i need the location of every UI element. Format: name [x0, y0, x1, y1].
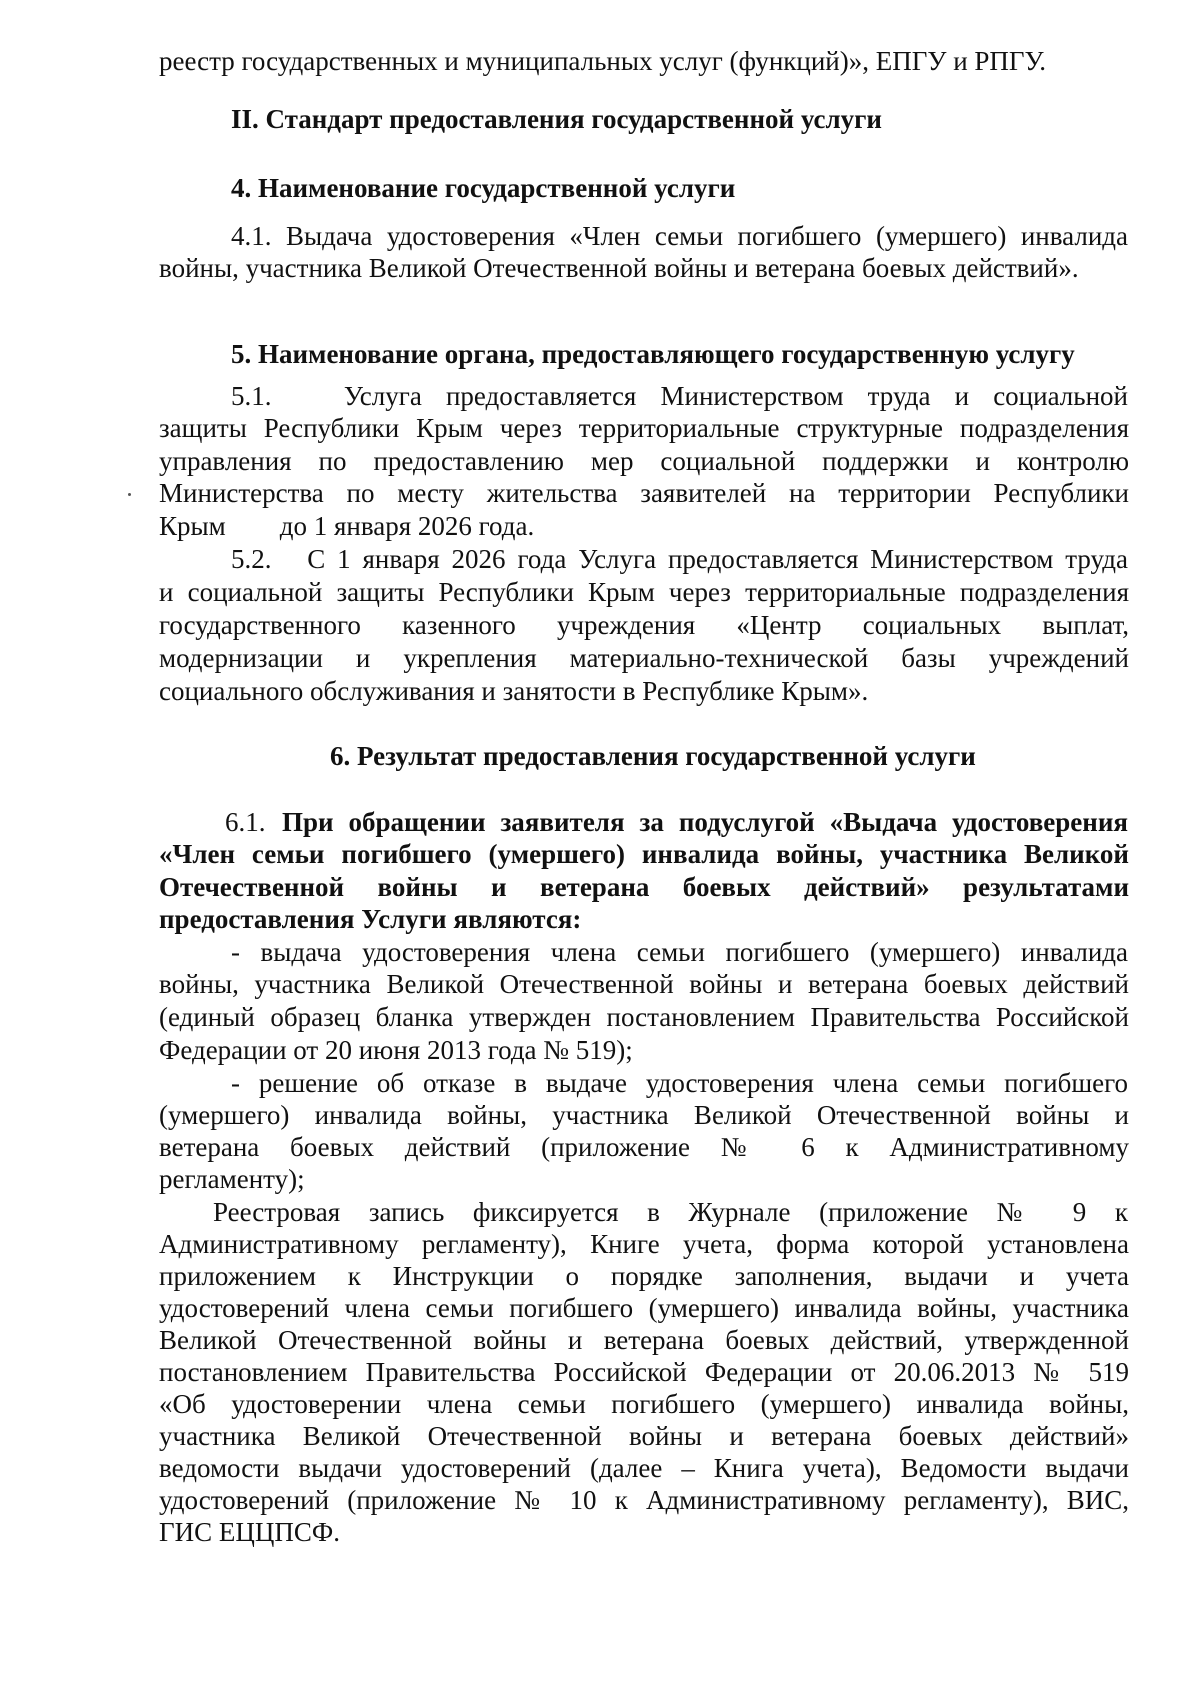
paragraph-6-1-line: «Член семьи погибшего (умершего) инвалида войны, участника Великой — [159, 839, 1129, 869]
paragraph-6-1-line: предоставления Услуги являются: — [159, 904, 582, 934]
section-4-heading: 4. Наименование государственной услуги — [231, 173, 736, 203]
registry-paragraph-line: постановлением Правительства Российской Федерации от 20.06.2013 № 519 — [159, 1357, 1129, 1387]
paragraph-5-2-line: социального обслуживания и занятости в Республике Крым». — [159, 676, 869, 706]
paragraph-5-1-line: Министерства по месту жительства заявителей на территории Республики — [159, 478, 1129, 508]
registry-paragraph-line: удостоверений (приложение № 10 к Административному регламенту), ВИС, — [159, 1485, 1129, 1515]
registry-paragraph-line: Административному регламенту), Книге учета, форма которой установлена — [159, 1229, 1129, 1259]
section-2-heading: II. Стандарт предоставления государственной услуги — [231, 104, 882, 134]
registry-paragraph-line: удостоверений члена семьи погибшего (умершего) инвалида войны, участника — [159, 1293, 1129, 1323]
registry-paragraph-line: Реестровая запись фиксируется в Журнале (приложение № 9 к — [213, 1197, 1128, 1227]
bullet-refusal-line: - решение об отказе в выдаче удостоверения члена семьи погибшего — [231, 1068, 1128, 1098]
paragraph-5-1-line: 5.1. Услуга предоставляется Министерством труда и социальной — [231, 381, 1128, 411]
bullet-issue-certificate-line: войны, участника Великой Отечественной войны и ветерана боевых действий — [159, 969, 1129, 999]
bullet-issue-certificate-line: - выдача удостоверения члена семьи погибшего (умершего) инвалида — [231, 937, 1128, 967]
paragraph-5-1-line: Крым до 1 января 2026 года. — [159, 511, 535, 541]
scan-speck — [128, 493, 131, 496]
paragraph-4-1-line: войны, участника Великой Отечественной войны и ветерана боевых действий». — [159, 253, 1079, 283]
registry-paragraph-line: Великой Отечественной войны и ветерана боевых действий, утвержденной — [159, 1325, 1129, 1355]
intro-text: реестр государственных и муниципальных услуг (функций)», ЕПГУ и РПГУ. — [159, 46, 1047, 76]
bullet-refusal-line: ветерана боевых действий (приложение № 6 к Административному — [159, 1132, 1129, 1162]
paragraph-5-2-line: государственного казенного учреждения «Центр социальных выплат, — [159, 610, 1129, 640]
registry-paragraph-line: приложением к Инструкции о порядке заполнения, выдачи и учета — [159, 1261, 1129, 1291]
paragraph-5-2-line: и социальной защиты Республики Крым через территориальные подразделения — [159, 577, 1129, 607]
bullet-refusal-line: (умершего) инвалида войны, участника Великой Отечественной войны и — [159, 1100, 1129, 1130]
paragraph-5-2-line: модернизации и укрепления материально-технической базы учреждений — [159, 643, 1129, 673]
paragraph-4-1-line: 4.1. Выдача удостоверения «Член семьи погибшего (умершего) инвалида — [231, 221, 1128, 251]
section-6-heading: 6. Результат предоставления государственной услуги — [330, 741, 976, 771]
paragraph-5-1-line: защиты Республики Крым через территориальные структурные подразделения — [159, 413, 1129, 443]
paragraph-6-1-line: Отечественной войны и ветерана боевых действий» результатами — [159, 872, 1129, 902]
paragraph-6-1-number: 6.1. — [225, 807, 266, 837]
registry-paragraph-line: участника Великой Отечественной войны и ветерана боевых действий» — [159, 1421, 1129, 1451]
bullet-issue-certificate-line: (единый образец бланка утвержден постановлением Правительства Российской — [159, 1002, 1129, 1032]
paragraph-6-1-line: При обращении заявителя за подуслугой «Выдача удостоверения — [282, 807, 1128, 837]
paragraph-5-2-line: 5.2. С 1 января 2026 года Услуга предоставляется Министерством труда — [231, 544, 1128, 574]
bullet-issue-certificate-line: Федерации от 20 июня 2013 года № 519); — [159, 1035, 633, 1065]
registry-paragraph-line: ГИС ЕЦЦПСФ. — [159, 1517, 340, 1547]
bullet-refusal-line: регламенту); — [159, 1164, 305, 1194]
registry-paragraph-line: ведомости выдачи удостоверений (далее – Книга учета), Ведомости выдачи — [159, 1453, 1129, 1483]
registry-paragraph-line: «Об удостоверении члена семьи погибшего (умершего) инвалида войны, — [159, 1389, 1129, 1419]
section-5-heading: 5. Наименование органа, предоставляющего государственную услугу — [231, 339, 1075, 369]
paragraph-5-1-line: управления по предоставлению мер социальной поддержки и контролю — [159, 446, 1129, 476]
